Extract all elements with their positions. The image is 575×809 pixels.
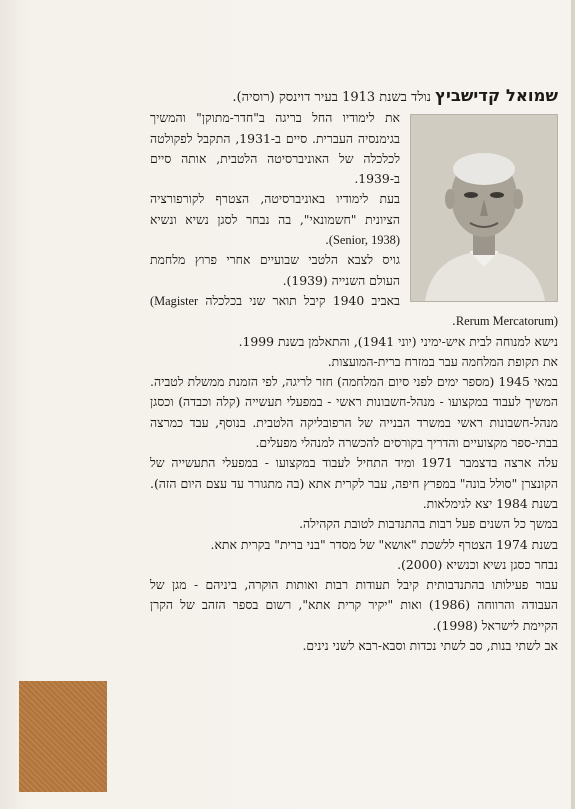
paragraph-aliyah: עלה ארצה בדצמבר 1971 ומיד התחיל לעבוד במקצועו - במפעלי התעשייה של הקונצרן "סולל בונה" במפרץ חיפה, עבר לקרית אתא (בה מתגורר עד עצם היום הזה). בשנת 1984 יצא לגימלאות. <box>150 455 558 511</box>
heading-line <box>150 86 558 108</box>
paragraph-army: גויס לצבא הלטבי שבועיים אחרי פרוץ מלחמת העולם השנייה (1939). <box>150 252 400 288</box>
person-name: שמואל קדישביץ <box>435 86 558 105</box>
paragraph-bnai-brith: בשנת 1974 הצטרף ללשכת "אושא" של מסדר "בני ברית" בקרית אתא. <box>210 536 558 552</box>
paragraph-degree: באביב 1940 קיבל תואר שני בכלכלה (Magister Rerum Mercatorum). <box>150 292 558 329</box>
paragraph-education: את לימודיו החל בריגה ב"חדר-מתוקן" והמשיך בגימנסיה העברית. סיים ב-1931, התקבל לפקולטה לכלכלה של האוניברסיטה הלטבית, אותה סיים ב-1939. <box>150 110 400 187</box>
paragraph-marriage: נישא למנוחה לבית איש-ימיני (יוני 1941), והתאלמן בשנת 1999. <box>238 333 558 349</box>
portrait-photo-icon <box>411 115 557 301</box>
paragraph-riga: במאי 1945 (מספר ימים לפני סיום המלחמה) חזר לריגה, לפי הזמנת ממשלת לטביה. המשיך לעבוד במקצועו - מנהל-חשבונות ראשי - במפעלי תעשייה (קלה וכבדה) וכסגן מנהל-חשבונות ראשי במשרד הבנייה של הרפובליקה הלטבית. בנוסף, עבד כמרצה בבתי-ספר מקצועיים והדריך בקורסים להכשרה למנהלי מפעלים. <box>150 374 558 451</box>
page-edge <box>571 0 575 809</box>
paragraph-war: את תקופת המלחמה עבר במזרח ברית-המועצות. <box>327 353 558 369</box>
price-sticker <box>19 681 107 792</box>
biography-text <box>150 86 558 656</box>
portrait-photo <box>410 114 558 302</box>
paragraph-university: בעת לימודיו באוניברסיטה, הצטרף לקורפורציה הציונית "חשמונאי", בה נבחר לסגן נשיא ונשיא (Senior, 1938). <box>150 191 400 248</box>
birth-intro: נולד בשנת 1913 בעיר דוינסק (רוסיה). <box>232 90 431 105</box>
paragraph-volunteer: במשך כל השנים פעל רבות בהתנדבות לטובת הקהילה. <box>299 516 558 532</box>
paragraph-family: אב לשתי בנות, סב לשתי נכדות וסבא-רבא לשני נינים. <box>302 638 558 654</box>
paragraph-awards: עבור פעילותו בהתנדבותית קיבל תעודות רבות ואותות הוקרה, ביניהם - מגן של העבודה והרווחה (1986) ואות "יקיר קרית אתא", רשום בספר הזהב של הקרן הקיימת לישראל (1998). <box>150 577 559 633</box>
paragraph-president: נבחר כסגן נשיא וכנשיא (2000). <box>397 556 558 572</box>
